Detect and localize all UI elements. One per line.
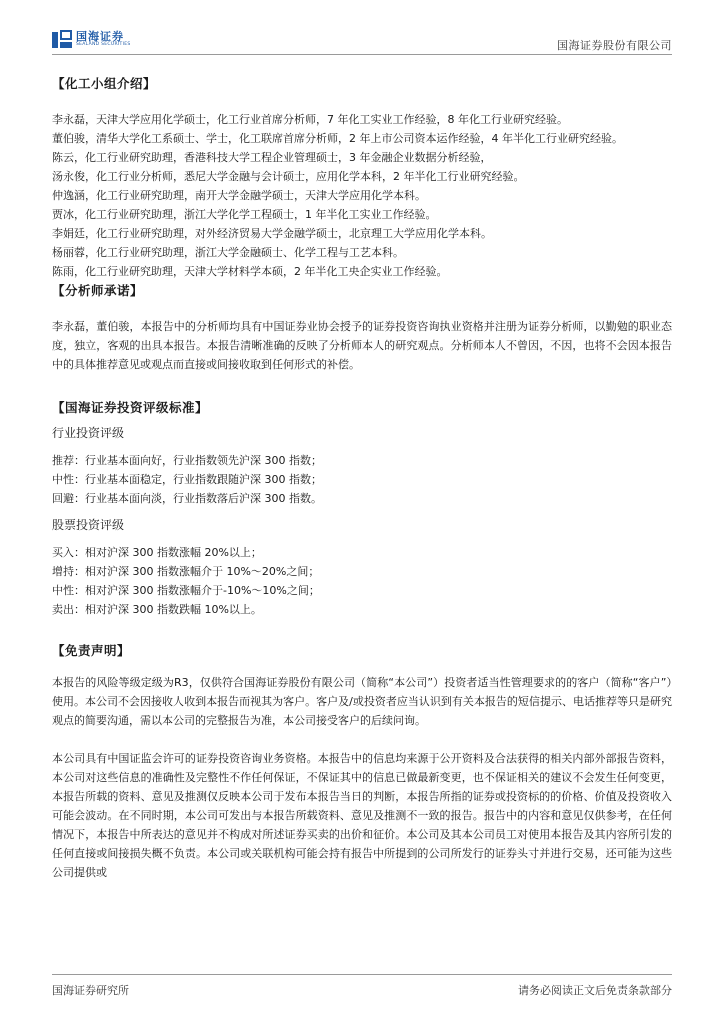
industry-rating-title: 行业投资评级 xyxy=(52,426,125,440)
stock-rating-item: 卖出：相对沪深 300 指数跌幅 10%以上。 xyxy=(52,603,262,616)
team-member: 杨丽蓉，化工行业研究助理，浙江大学金融硕士、化学工程与工艺本科。 xyxy=(52,246,404,259)
header-company-name: 国海证券股份有限公司 xyxy=(557,39,672,52)
logo-icon xyxy=(52,30,72,48)
footer-institute: 国海证券研究所 xyxy=(52,984,129,997)
page-header xyxy=(52,28,672,55)
logo-text-en: SEALAND SECURITIES xyxy=(76,41,131,47)
stock-rating-item: 买入：相对沪深 300 指数涨幅 20%以上； xyxy=(52,546,262,559)
document-body xyxy=(52,74,672,882)
page-footer xyxy=(52,974,672,997)
rating-section-title: 【国海证券投资评级标准】 xyxy=(52,400,209,415)
footer-note: 请务必阅读正文后免责条款部分 xyxy=(518,984,672,997)
team-member: 陈云，化工行业研究助理，香港科技大学工程企业管理硕士，3 年金融企业数据分析经验， xyxy=(52,151,492,164)
commitment-section xyxy=(52,281,672,374)
team-member: 汤永俊，化工行业分析师，悉尼大学金融与会计硕士，应用化学本科，2 年半化工行业研究经验。 xyxy=(52,170,525,183)
disclaimer-paragraph: 本公司具有中国证监会许可的证券投资咨询业务资格。本报告中的信息均来源于公开资料及合法获得的相关内部外部报告资料，本公司对这些信息的准确性及完整性不作任何保证，不保证其中的信息已做最新变更，也不保证相关的建议不会发生任何变更，本报告所载的资料、意见及推测仅反映本公司于发布本报告当日的判断，本报告所指的证券或投资标的的价格、价值及投资收入可能会波动。在不同时期，本公司可发出与本报告所载资料、意见及推测不一致的报告。报告中的内容和意见仅供参考，在任何情况下，本报告中所表达的意见并不构成对所述证券买卖的出价和征价。本公司及其本公司员工对使用本报告及其内容所引发的任何直接或间接损失概不负责。本公司或关联机构可能会持有报告中所提到的公司所发行的证券头寸并进行交易，还可能为这些公司提供或 xyxy=(52,752,672,879)
commitment-section-title: 【分析师承诺】 xyxy=(52,283,144,298)
commitment-text: 李永磊，董伯骏，本报告中的分析师均具有中国证券业协会授予的证券投资咨询执业资格并注册为证券分析师，以勤勉的职业态度，独立，客观的出具本报告。本报告清晰准确的反映了分析师本人的研究观点。分析师本人不曾因，不因，也将不会因本报告中的具体推荐意见或观点而直接或间接收取到任何形式的补偿。 xyxy=(52,320,672,371)
rating-section xyxy=(52,398,672,619)
logo-text-cn: 国海证券 xyxy=(76,29,124,43)
disclaimer-paragraph: 本报告的风险等级定级为R3，仅供符合国海证券股份有限公司（简称“本公司”）投资者适当性管理要求的的客户（简称“客户”）使用。本公司不会因接收人收到本报告而视其为客户。客户及/或投资者应当认识到有关本报告的短信提示、电话推荐等只是研究观点的简要沟通，需以本公司的完整报告为准，本公司接受客户的后续问询。 xyxy=(52,676,672,727)
industry-rating-item: 推荐：行业基本面向好，行业指数领先沪深 300 指数； xyxy=(52,454,322,467)
team-section-title: 【化工小组介绍】 xyxy=(52,76,157,91)
team-member: 李永磊，天津大学应用化学硕士，化工行业首席分析师，7 年化工实业工作经验，8 年化工行业研究经验。 xyxy=(52,113,568,126)
industry-rating-item: 中性：行业基本面稳定，行业指数跟随沪深 300 指数； xyxy=(52,473,322,486)
company-logo xyxy=(52,30,131,48)
team-member: 董伯骏，清华大学化工系硕士、学士，化工联席首席分析师，2 年上市公司资本运作经验，4 年半化工行业研究经验。 xyxy=(52,132,623,145)
stock-rating-item: 增持：相对沪深 300 指数涨幅介于 10%～20%之间； xyxy=(52,565,320,578)
stock-rating-item: 中性：相对沪深 300 指数涨幅介于-10%～10%之间； xyxy=(52,584,320,597)
team-member: 仲逸涵，化工行业研究助理，南开大学金融学硕士，天津大学应用化学本科。 xyxy=(52,189,426,202)
industry-rating-item: 回避：行业基本面向淡，行业指数落后沪深 300 指数。 xyxy=(52,492,322,505)
stock-rating-title: 股票投资评级 xyxy=(52,518,125,532)
team-member: 李娟廷，化工行业研究助理，对外经济贸易大学金融学硕士，北京理工大学应用化学本科。 xyxy=(52,227,492,240)
team-member: 陈雨，化工行业研究助理，天津大学材料学本硕，2 年半化工央企实业工作经验。 xyxy=(52,265,448,278)
disclaimer-section xyxy=(52,641,672,882)
team-section xyxy=(52,74,672,281)
disclaimer-section-title: 【免责声明】 xyxy=(52,643,131,658)
team-member: 贾冰，化工行业研究助理，浙江大学化学工程硕士，1 年半化工实业工作经验。 xyxy=(52,208,437,221)
